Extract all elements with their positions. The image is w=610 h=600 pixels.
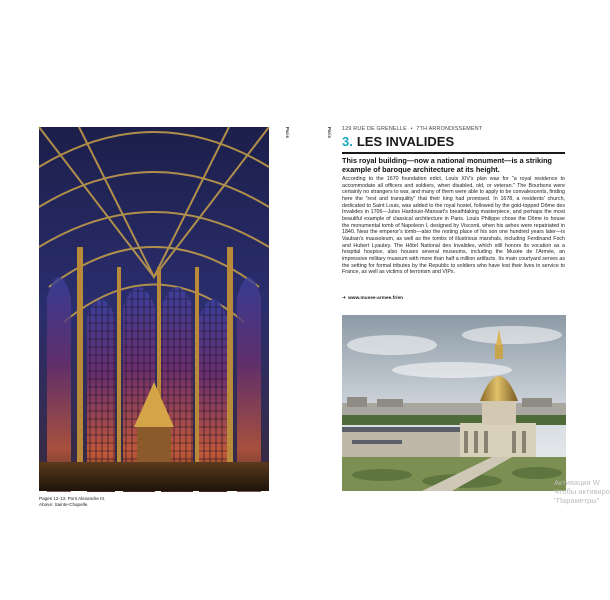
caption-line: Pages 12-13: Pont Alexandre III. — [39, 496, 106, 501]
section-title: LES INVALIDES — [356, 134, 455, 149]
website-link[interactable] — [342, 296, 403, 301]
section-heading — [342, 134, 565, 150]
activation-watermark — [554, 478, 610, 505]
district: 7TH ARRONDISSEMENT — [416, 126, 483, 132]
heading-rule — [342, 152, 565, 154]
street-address: 129 RUE DE GRENELLE — [342, 126, 407, 132]
separator-bullet: • — [410, 126, 413, 132]
body-paragraph: According to the 1670 foundation edict, Louis XIV's plan was for "a royal residence to accommodate all officers and soldiers, when disabled, old, or veteran." The Bourbons were certainly no strangers to war, and many of them were able to apply to be convalescents, finding here the "rest and tranquility" that their king had promised. In 1678, a residents' church, dedicated to Saint Louis, was added to the royal hostel, followed by the gold-topped Dôme des Invalides in 1706—Jules Hardouin-Mansart's breathtaking masterpiece, and perhaps the most beautiful example of classical architecture in Paris. Louis Philippe chose the Dôme to house the monumental tomb of Napoleon I, designed by Visconti, when his ashes were repatriated in 1840. Near the emperor's tomb—also the resting place of his son one hundred years later—is Vauban's mausoleum, as well as the tombs of illustrious marshals, including Ferdinand Foch and Hubert Lyautey. The Hôtel National des Invalides, which still honors its vocation as a hospital hospice, also houses several museums, including the Musée de l'Armée, an impressive military museum with more than half a million artifacts. Its main courtyard serves as the setting for formal tributes by the Republic to soldiers who have lost their lives in service to France, as well as victims of terrorism and VIPs. — [342, 176, 565, 276]
watermark-line: "Параметры" — [554, 496, 600, 505]
sainte-chapelle-photo — [39, 127, 269, 491]
website-url[interactable]: www.musee-armee.fr/en — [348, 296, 404, 301]
watermark-line: Активация W — [554, 478, 600, 487]
caption-line: Above: Sainte-Chapelle. — [39, 502, 89, 508]
running-head-left: Paris — [285, 127, 290, 139]
arrow-right-icon: ➜ — [342, 296, 347, 301]
photo-caption — [39, 496, 239, 508]
intro-paragraph: This royal building—now a national monument—is a striking example of baroque architecture at its height. — [342, 156, 553, 174]
les-invalides-aerial-photo — [342, 315, 566, 491]
watermark-line: Чтобы активиро — [554, 487, 610, 496]
running-head-right: Paris — [327, 127, 332, 139]
address-line — [342, 126, 482, 132]
section-number: 3. — [342, 134, 353, 149]
